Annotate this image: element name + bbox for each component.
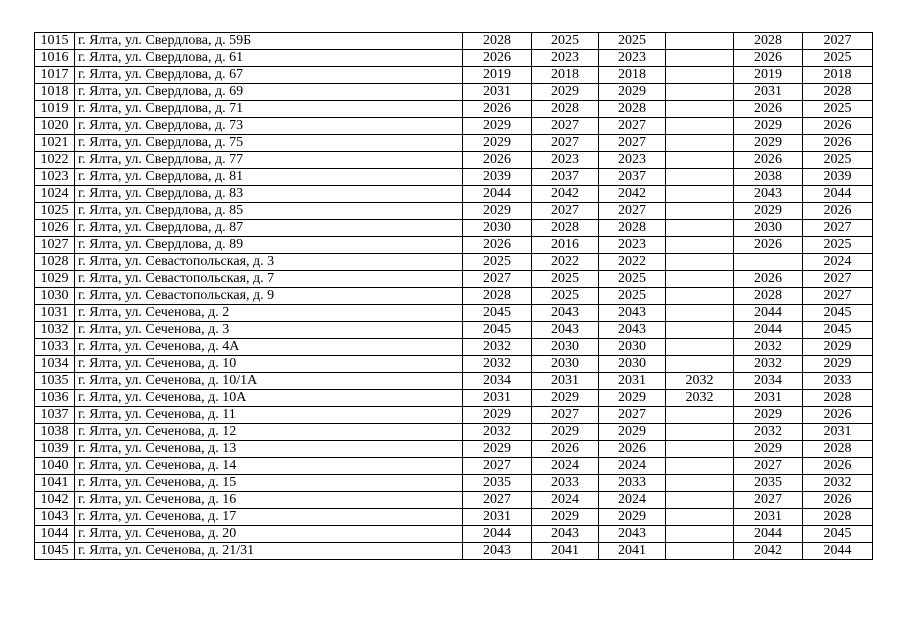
year-col-1-cell: 2030 [463, 220, 532, 237]
year-col-1-cell: 2032 [463, 339, 532, 356]
year-col-5-cell: 2019 [734, 67, 803, 84]
year-col-6-cell: 2026 [803, 203, 873, 220]
year-col-4-cell: 2032 [666, 390, 734, 407]
year-col-1-cell: 2032 [463, 424, 532, 441]
table-row [35, 356, 873, 373]
address-cell: г. Ялта, ул. Сеченова, д. 17 [75, 509, 463, 526]
year-col-2-cell: 2030 [532, 356, 599, 373]
table-row [35, 305, 873, 322]
year-col-1-cell: 2044 [463, 186, 532, 203]
year-col-6-cell: 2044 [803, 186, 873, 203]
year-col-5-cell: 2026 [734, 101, 803, 118]
table-row [35, 135, 873, 152]
year-col-5-cell: 2044 [734, 322, 803, 339]
table-row [35, 186, 873, 203]
address-cell: г. Ялта, ул. Сеченова, д. 3 [75, 322, 463, 339]
year-col-4-cell [666, 526, 734, 543]
row-number-cell: 1022 [35, 152, 75, 169]
address-cell: г. Ялта, ул. Свердлова, д. 67 [75, 67, 463, 84]
address-cell: г. Ялта, ул. Сеченова, д. 20 [75, 526, 463, 543]
year-col-3-cell: 2030 [599, 356, 666, 373]
address-cell: г. Ялта, ул. Сеченова, д. 10А [75, 390, 463, 407]
table-row [35, 67, 873, 84]
year-col-3-cell: 2033 [599, 475, 666, 492]
year-col-5-cell: 2026 [734, 237, 803, 254]
table-row [35, 390, 873, 407]
year-col-6-cell: 2045 [803, 322, 873, 339]
row-number-cell: 1017 [35, 67, 75, 84]
table-row [35, 373, 873, 390]
table-row [35, 475, 873, 492]
year-col-4-cell [666, 186, 734, 203]
row-number-cell: 1024 [35, 186, 75, 203]
year-col-6-cell: 2027 [803, 220, 873, 237]
year-col-4-cell [666, 152, 734, 169]
year-col-2-cell: 2029 [532, 424, 599, 441]
year-col-6-cell: 2044 [803, 543, 873, 560]
year-col-5-cell: 2029 [734, 441, 803, 458]
year-col-5-cell: 2029 [734, 135, 803, 152]
year-col-2-cell: 2043 [532, 526, 599, 543]
year-col-1-cell: 2031 [463, 390, 532, 407]
year-col-4-cell [666, 254, 734, 271]
year-col-6-cell: 2028 [803, 390, 873, 407]
row-number-cell: 1026 [35, 220, 75, 237]
year-col-6-cell: 2026 [803, 492, 873, 509]
year-col-6-cell: 2028 [803, 509, 873, 526]
year-col-5-cell: 2029 [734, 118, 803, 135]
address-cell: г. Ялта, ул. Сеченова, д. 11 [75, 407, 463, 424]
year-col-6-cell: 2031 [803, 424, 873, 441]
address-cell: г. Ялта, ул. Свердлова, д. 59Б [75, 33, 463, 50]
year-col-3-cell: 2027 [599, 118, 666, 135]
year-col-1-cell: 2032 [463, 356, 532, 373]
year-col-3-cell: 2037 [599, 169, 666, 186]
year-col-6-cell: 2033 [803, 373, 873, 390]
table-row [35, 407, 873, 424]
year-col-2-cell: 2024 [532, 492, 599, 509]
year-col-1-cell: 2029 [463, 135, 532, 152]
address-cell: г. Ялта, ул. Свердлова, д. 69 [75, 84, 463, 101]
year-col-1-cell: 2027 [463, 271, 532, 288]
address-cell: г. Ялта, ул. Севастопольская, д. 9 [75, 288, 463, 305]
year-col-4-cell [666, 50, 734, 67]
year-col-2-cell: 2037 [532, 169, 599, 186]
year-col-3-cell: 2043 [599, 526, 666, 543]
row-number-cell: 1031 [35, 305, 75, 322]
address-cell: г. Ялта, ул. Сеченова, д. 10 [75, 356, 463, 373]
address-cell: г. Ялта, ул. Сеченова, д. 2 [75, 305, 463, 322]
year-col-4-cell [666, 543, 734, 560]
year-col-4-cell [666, 356, 734, 373]
year-col-1-cell: 2026 [463, 50, 532, 67]
year-col-1-cell: 2045 [463, 322, 532, 339]
year-col-4-cell: 2032 [666, 373, 734, 390]
year-col-4-cell [666, 203, 734, 220]
table-row [35, 118, 873, 135]
year-col-2-cell: 2042 [532, 186, 599, 203]
row-number-cell: 1039 [35, 441, 75, 458]
year-col-5-cell: 2032 [734, 356, 803, 373]
year-col-2-cell: 2025 [532, 33, 599, 50]
table-row [35, 526, 873, 543]
year-col-2-cell: 2025 [532, 271, 599, 288]
year-col-3-cell: 2028 [599, 101, 666, 118]
row-number-cell: 1037 [35, 407, 75, 424]
year-col-3-cell: 2023 [599, 237, 666, 254]
year-col-1-cell: 2035 [463, 475, 532, 492]
year-col-6-cell: 2025 [803, 152, 873, 169]
year-col-2-cell: 2029 [532, 509, 599, 526]
year-col-5-cell: 2031 [734, 84, 803, 101]
year-col-2-cell: 2022 [532, 254, 599, 271]
year-col-1-cell: 2031 [463, 509, 532, 526]
year-col-4-cell [666, 322, 734, 339]
address-cell: г. Ялта, ул. Сеченова, д. 4А [75, 339, 463, 356]
year-col-5-cell: 2031 [734, 509, 803, 526]
year-col-3-cell: 2018 [599, 67, 666, 84]
year-col-4-cell [666, 509, 734, 526]
year-col-6-cell: 2025 [803, 101, 873, 118]
row-number-cell: 1038 [35, 424, 75, 441]
year-col-4-cell [666, 475, 734, 492]
row-number-cell: 1015 [35, 33, 75, 50]
row-number-cell: 1020 [35, 118, 75, 135]
year-col-4-cell [666, 135, 734, 152]
year-col-6-cell: 2028 [803, 84, 873, 101]
row-number-cell: 1033 [35, 339, 75, 356]
year-col-2-cell: 2027 [532, 135, 599, 152]
year-col-5-cell: 2029 [734, 203, 803, 220]
year-col-3-cell: 2042 [599, 186, 666, 203]
year-col-2-cell: 2026 [532, 441, 599, 458]
year-col-4-cell [666, 101, 734, 118]
year-col-3-cell: 2027 [599, 203, 666, 220]
year-col-5-cell: 2044 [734, 305, 803, 322]
address-cell: г. Ялта, ул. Свердлова, д. 81 [75, 169, 463, 186]
year-col-2-cell: 2028 [532, 220, 599, 237]
table-row [35, 84, 873, 101]
year-col-3-cell: 2028 [599, 220, 666, 237]
address-cell: г. Ялта, ул. Свердлова, д. 87 [75, 220, 463, 237]
year-col-4-cell [666, 169, 734, 186]
year-col-6-cell: 2027 [803, 288, 873, 305]
year-col-3-cell: 2030 [599, 339, 666, 356]
row-number-cell: 1043 [35, 509, 75, 526]
year-col-6-cell: 2018 [803, 67, 873, 84]
table-row [35, 339, 873, 356]
year-col-5-cell: 2043 [734, 186, 803, 203]
table-row [35, 50, 873, 67]
year-col-6-cell: 2025 [803, 50, 873, 67]
year-col-3-cell: 2024 [599, 492, 666, 509]
year-col-5-cell: 2026 [734, 152, 803, 169]
table-row [35, 220, 873, 237]
year-col-6-cell: 2026 [803, 458, 873, 475]
year-col-6-cell: 2045 [803, 526, 873, 543]
year-col-5-cell: 2038 [734, 169, 803, 186]
table-row [35, 169, 873, 186]
address-cell: г. Ялта, ул. Сеченова, д. 14 [75, 458, 463, 475]
year-col-5-cell: 2026 [734, 271, 803, 288]
year-col-4-cell [666, 33, 734, 50]
year-col-5-cell: 2031 [734, 390, 803, 407]
year-col-6-cell: 2024 [803, 254, 873, 271]
year-col-1-cell: 2026 [463, 152, 532, 169]
table-row [35, 492, 873, 509]
year-col-6-cell: 2029 [803, 339, 873, 356]
housing-repair-schedule-table [34, 32, 873, 560]
year-col-6-cell: 2032 [803, 475, 873, 492]
year-col-6-cell: 2027 [803, 271, 873, 288]
address-cell: г. Ялта, ул. Свердлова, д. 83 [75, 186, 463, 203]
year-col-2-cell: 2031 [532, 373, 599, 390]
year-col-1-cell: 2034 [463, 373, 532, 390]
year-col-3-cell: 2023 [599, 152, 666, 169]
address-cell: г. Ялта, ул. Сеченова, д. 12 [75, 424, 463, 441]
row-number-cell: 1041 [35, 475, 75, 492]
year-col-6-cell: 2025 [803, 237, 873, 254]
address-cell: г. Ялта, ул. Севастопольская, д. 3 [75, 254, 463, 271]
year-col-5-cell: 2027 [734, 458, 803, 475]
year-col-5-cell: 2028 [734, 33, 803, 50]
address-cell: г. Ялта, ул. Сеченова, д. 16 [75, 492, 463, 509]
year-col-2-cell: 2016 [532, 237, 599, 254]
table-row [35, 458, 873, 475]
row-number-cell: 1029 [35, 271, 75, 288]
year-col-4-cell [666, 271, 734, 288]
year-col-3-cell: 2025 [599, 33, 666, 50]
year-col-5-cell: 2026 [734, 50, 803, 67]
year-col-4-cell [666, 424, 734, 441]
row-number-cell: 1016 [35, 50, 75, 67]
year-col-4-cell [666, 492, 734, 509]
year-col-5-cell: 2030 [734, 220, 803, 237]
year-col-3-cell: 2041 [599, 543, 666, 560]
year-col-1-cell: 2044 [463, 526, 532, 543]
row-number-cell: 1040 [35, 458, 75, 475]
year-col-5-cell: 2027 [734, 492, 803, 509]
year-col-2-cell: 2030 [532, 339, 599, 356]
year-col-1-cell: 2029 [463, 407, 532, 424]
year-col-6-cell: 2027 [803, 33, 873, 50]
year-col-4-cell [666, 458, 734, 475]
year-col-6-cell: 2045 [803, 305, 873, 322]
year-col-2-cell: 2027 [532, 203, 599, 220]
year-col-3-cell: 2031 [599, 373, 666, 390]
address-cell: г. Ялта, ул. Свердлова, д. 75 [75, 135, 463, 152]
year-col-5-cell: 2032 [734, 424, 803, 441]
year-col-1-cell: 2031 [463, 84, 532, 101]
year-col-2-cell: 2027 [532, 118, 599, 135]
year-col-3-cell: 2027 [599, 407, 666, 424]
table-row [35, 424, 873, 441]
address-cell: г. Ялта, ул. Сеченова, д. 21/31 [75, 543, 463, 560]
year-col-2-cell: 2023 [532, 50, 599, 67]
year-col-3-cell: 2029 [599, 390, 666, 407]
year-col-5-cell: 2034 [734, 373, 803, 390]
year-col-4-cell [666, 220, 734, 237]
table-row [35, 288, 873, 305]
table-body [35, 33, 873, 560]
address-cell: г. Ялта, ул. Сеченова, д. 10/1А [75, 373, 463, 390]
year-col-2-cell: 2028 [532, 101, 599, 118]
year-col-1-cell: 2019 [463, 67, 532, 84]
year-col-2-cell: 2033 [532, 475, 599, 492]
year-col-6-cell: 2028 [803, 441, 873, 458]
row-number-cell: 1030 [35, 288, 75, 305]
row-number-cell: 1021 [35, 135, 75, 152]
year-col-3-cell: 2026 [599, 441, 666, 458]
year-col-1-cell: 2028 [463, 33, 532, 50]
year-col-5-cell [734, 254, 803, 271]
year-col-3-cell: 2029 [599, 509, 666, 526]
year-col-3-cell: 2024 [599, 458, 666, 475]
year-col-2-cell: 2024 [532, 458, 599, 475]
address-cell: г. Ялта, ул. Сеченова, д. 15 [75, 475, 463, 492]
year-col-2-cell: 2023 [532, 152, 599, 169]
row-number-cell: 1042 [35, 492, 75, 509]
row-number-cell: 1032 [35, 322, 75, 339]
year-col-5-cell: 2032 [734, 339, 803, 356]
year-col-2-cell: 2025 [532, 288, 599, 305]
year-col-1-cell: 2029 [463, 441, 532, 458]
address-cell: г. Ялта, ул. Свердлова, д. 89 [75, 237, 463, 254]
year-col-3-cell: 2027 [599, 135, 666, 152]
year-col-1-cell: 2028 [463, 288, 532, 305]
address-cell: г. Ялта, ул. Свердлова, д. 77 [75, 152, 463, 169]
year-col-4-cell [666, 305, 734, 322]
address-cell: г. Ялта, ул. Свердлова, д. 71 [75, 101, 463, 118]
table-row [35, 152, 873, 169]
row-number-cell: 1019 [35, 101, 75, 118]
row-number-cell: 1023 [35, 169, 75, 186]
row-number-cell: 1025 [35, 203, 75, 220]
address-cell: г. Ялта, ул. Свердлова, д. 61 [75, 50, 463, 67]
row-number-cell: 1027 [35, 237, 75, 254]
year-col-2-cell: 2027 [532, 407, 599, 424]
table-row [35, 271, 873, 288]
year-col-2-cell: 2043 [532, 305, 599, 322]
year-col-4-cell [666, 288, 734, 305]
year-col-4-cell [666, 407, 734, 424]
year-col-1-cell: 2045 [463, 305, 532, 322]
year-col-2-cell: 2029 [532, 84, 599, 101]
year-col-1-cell: 2025 [463, 254, 532, 271]
row-number-cell: 1044 [35, 526, 75, 543]
year-col-1-cell: 2027 [463, 458, 532, 475]
year-col-4-cell [666, 84, 734, 101]
year-col-4-cell [666, 441, 734, 458]
year-col-3-cell: 2043 [599, 305, 666, 322]
table-row [35, 322, 873, 339]
year-col-1-cell: 2039 [463, 169, 532, 186]
year-col-1-cell: 2026 [463, 101, 532, 118]
address-cell: г. Ялта, ул. Свердлова, д. 73 [75, 118, 463, 135]
year-col-3-cell: 2043 [599, 322, 666, 339]
year-col-4-cell [666, 339, 734, 356]
year-col-1-cell: 2043 [463, 543, 532, 560]
year-col-5-cell: 2029 [734, 407, 803, 424]
year-col-5-cell: 2028 [734, 288, 803, 305]
row-number-cell: 1036 [35, 390, 75, 407]
address-cell: г. Ялта, ул. Севастопольская, д. 7 [75, 271, 463, 288]
year-col-1-cell: 2029 [463, 203, 532, 220]
row-number-cell: 1028 [35, 254, 75, 271]
year-col-6-cell: 2029 [803, 356, 873, 373]
year-col-3-cell: 2022 [599, 254, 666, 271]
year-col-3-cell: 2023 [599, 50, 666, 67]
year-col-1-cell: 2029 [463, 118, 532, 135]
table-row [35, 203, 873, 220]
address-cell: г. Ялта, ул. Свердлова, д. 85 [75, 203, 463, 220]
year-col-6-cell: 2026 [803, 118, 873, 135]
year-col-6-cell: 2026 [803, 135, 873, 152]
year-col-5-cell: 2042 [734, 543, 803, 560]
row-number-cell: 1034 [35, 356, 75, 373]
year-col-6-cell: 2026 [803, 407, 873, 424]
year-col-4-cell [666, 237, 734, 254]
table-row [35, 101, 873, 118]
table-row [35, 33, 873, 50]
year-col-3-cell: 2029 [599, 84, 666, 101]
table-row [35, 543, 873, 560]
year-col-6-cell: 2039 [803, 169, 873, 186]
year-col-1-cell: 2026 [463, 237, 532, 254]
table-row [35, 509, 873, 526]
address-cell: г. Ялта, ул. Сеченова, д. 13 [75, 441, 463, 458]
year-col-2-cell: 2043 [532, 322, 599, 339]
row-number-cell: 1018 [35, 84, 75, 101]
table-row [35, 441, 873, 458]
table-row [35, 237, 873, 254]
year-col-4-cell [666, 67, 734, 84]
year-col-1-cell: 2027 [463, 492, 532, 509]
year-col-4-cell [666, 118, 734, 135]
year-col-2-cell: 2041 [532, 543, 599, 560]
year-col-3-cell: 2025 [599, 288, 666, 305]
year-col-3-cell: 2025 [599, 271, 666, 288]
table-row [35, 254, 873, 271]
year-col-2-cell: 2029 [532, 390, 599, 407]
row-number-cell: 1045 [35, 543, 75, 560]
year-col-5-cell: 2044 [734, 526, 803, 543]
year-col-2-cell: 2018 [532, 67, 599, 84]
year-col-5-cell: 2035 [734, 475, 803, 492]
year-col-3-cell: 2029 [599, 424, 666, 441]
row-number-cell: 1035 [35, 373, 75, 390]
